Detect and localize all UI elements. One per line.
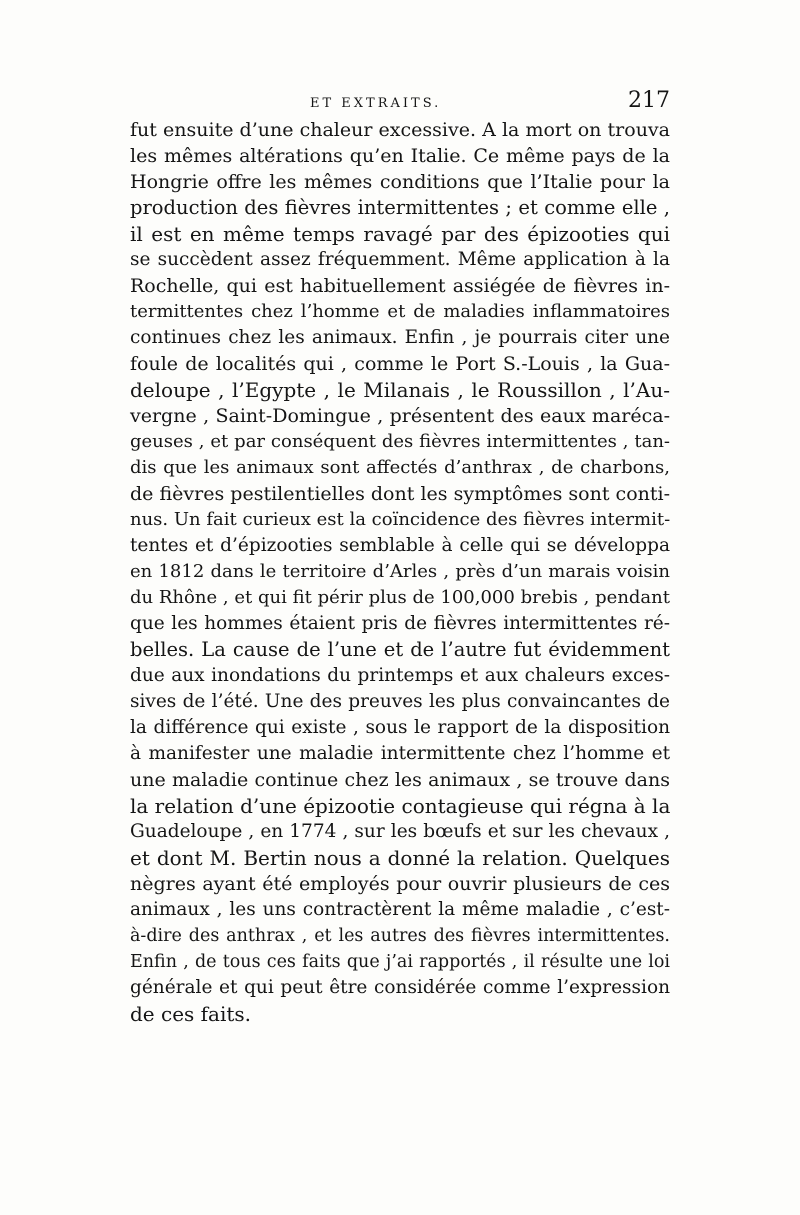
text-line: à manifester une maladie intermittente chez l’homme et	[130, 743, 670, 764]
text-line: dis que les animaux sont affectés d’anthrax , de charbons,	[130, 457, 670, 478]
text-line: animaux , les uns contractèrent la même maladie , c’est-	[130, 899, 670, 920]
text-line: Rochelle, qui est habituellement assiégée de fièvres in-	[130, 275, 670, 297]
text-line: Enfin , de tous ces faits que j’ai rapportés , il résulte une loi	[130, 952, 670, 972]
running-title: ET EXTRAITS.	[310, 96, 442, 111]
text-line: continues chez les animaux. Enfin , je pourrais citer une	[130, 327, 670, 348]
text-line: générale et qui peut être considérée comme l’expression	[130, 977, 670, 998]
text-line: la relation d’une épizootie contagieuse qui régna à la	[130, 794, 671, 818]
text-line: en 1812 dans le territoire d’Arles , près d’un marais voisin	[130, 561, 670, 582]
text-line: une maladie continue chez les animaux , se trouve dans	[130, 769, 670, 791]
page-number: 217	[628, 88, 670, 113]
text-line: se succèdent assez fréquemment. Même application à la	[130, 249, 670, 270]
text-line: les mêmes altérations qu’en Italie. Ce même pays de la	[130, 145, 670, 167]
body-text	[130, 117, 670, 1027]
text-line: du Rhône , et qui fit périr plus de 100,000 brebis , pendant	[130, 587, 670, 608]
text-line: et dont M. Bertin nous a donné la relation. Quelques	[130, 846, 670, 870]
text-line: foule de localités qui , comme le Port S.-Louis , la Gua-	[130, 353, 670, 375]
text-line: Hongrie offre les mêmes conditions que l’Italie pour la	[130, 171, 670, 193]
text-line: nus. Un fait curieux est la coïncidence des fièvres intermit-	[130, 509, 671, 530]
text-line: vergne , Saint-Domingue , présentent des eaux maréca-	[130, 405, 670, 427]
text-line: tentes et d’épizooties semblable à celle qui se développa	[130, 535, 670, 556]
text-line: que les hommes étaient pris de fièvres intermittentes ré-	[130, 613, 670, 634]
text-line: geuses , et par conséquent des fièvres intermittentes , tan-	[130, 431, 670, 452]
text-line: fut ensuite d’une chaleur excessive. A la mort on trouva	[130, 119, 670, 141]
text-line: sives de l’été. Une des preuves les plus convaincantes de	[130, 691, 670, 712]
text-line: de fièvres pestilentielles dont les symptômes sont conti-	[130, 483, 670, 505]
text-line: due aux inondations du printemps et aux chaleurs exces-	[130, 665, 670, 686]
running-header	[130, 88, 670, 118]
text-line: production des fièvres intermittentes ; et comme elle ,	[130, 196, 670, 219]
text-line: il est en même temps ravagé par des épizooties qui	[130, 222, 670, 246]
text-line: Guadeloupe , en 1774 , sur les bœufs et sur les chevaux ,	[130, 821, 670, 842]
text-line: termittentes chez l’homme et de maladies inflammatoires	[130, 301, 670, 322]
text-line: belles. La cause de l’une et de l’autre fut évidemment	[130, 638, 670, 661]
text-line: de ces faits.	[130, 1002, 252, 1026]
text-line: deloupe , l’Egypte , le Milanais , le Roussillon , l’Au-	[130, 378, 670, 402]
text-line: nègres ayant été employés pour ouvrir plusieurs de ces	[130, 873, 670, 895]
text-line: à-dire des anthrax , et les autres des fièvres intermittentes.	[130, 926, 670, 946]
text-line: la différence qui existe , sous le rapport de la disposition	[130, 717, 670, 738]
